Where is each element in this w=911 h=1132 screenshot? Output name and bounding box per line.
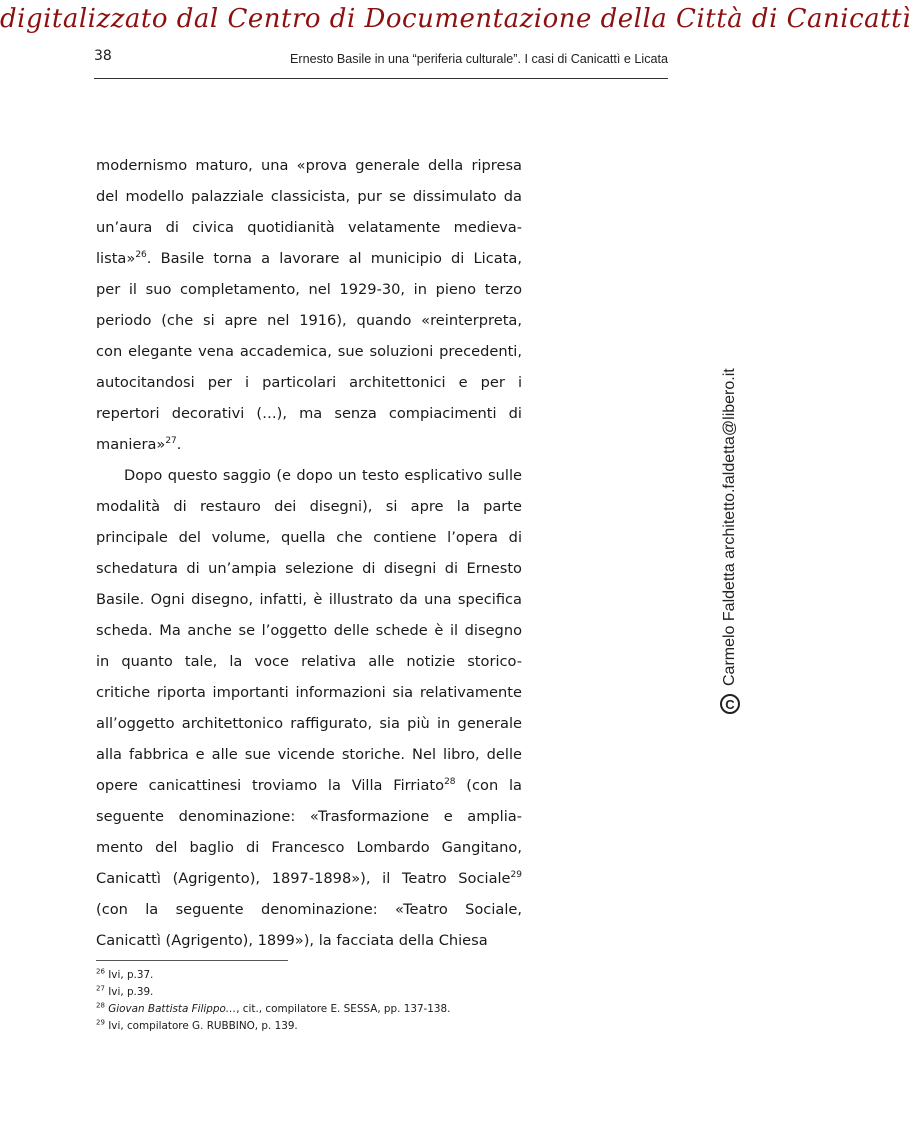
body-line: per il suo completamento, nel 1929-30, in pieno terzo: [96, 281, 522, 298]
running-title: Ernesto Basile in una “periferia culturale”. I casi di Canicattì e Licata: [290, 52, 668, 66]
footnote: $^{27}$ Ivi, p.39.: [96, 984, 154, 998]
footnote-ref: 29: [510, 870, 522, 881]
body-line: Canicattì (Agrigento), 1897-1898»), il Teatro Sociale$^{29}$: [96, 870, 522, 887]
copyright-icon: C: [720, 694, 740, 714]
copyright-text: Carmelo Faldetta architetto.faldetta@libero.it: [721, 368, 738, 686]
body-line: autocitandosi per i particolari architettonici e per i: [96, 374, 522, 391]
body-line: modalità di restauro dei disegni), si apre la parte: [96, 498, 522, 515]
footnote-ref: 27: [165, 436, 177, 447]
copyright-sidebar: [718, 354, 742, 714]
body-line: opere canicattinesi troviamo la Villa Firriato$^{28}$ (con la: [96, 777, 522, 794]
footnote: $^{29}$ Ivi, compilatore G. RUBBINO, p. 139.: [96, 1018, 298, 1032]
footnote: $^{26}$ Ivi, p.37.: [96, 967, 154, 981]
body-line: lista»$^{26}$. Basile torna a lavorare al municipio di Licata,: [96, 250, 522, 267]
body-line: Dopo questo saggio (e dopo un testo esplicativo sulle: [124, 467, 522, 484]
body-line: principale del volume, quella che contiene l’opera di: [96, 529, 522, 546]
body-line: periodo (che si apre nel 1916), quando «reinterpreta,: [96, 312, 522, 329]
body-line: alla fabbrica e alle sue vicende storiche. Nel libro, delle: [96, 746, 522, 763]
page-number: 38: [94, 48, 112, 64]
footnote: $^{28}$ Giovan Battista Filippo…, cit., compilatore E. SESSA, pp. 137-138.: [96, 1001, 451, 1015]
footnote-ref: 28: [444, 777, 456, 788]
body-text: [96, 150, 522, 956]
footnote-ref: 26: [135, 250, 147, 261]
body-line: con elegante vena accademica, sue soluzioni precedenti,: [96, 343, 522, 360]
body-line: maniera»$^{27}$.: [96, 436, 182, 453]
body-line: schedatura di un’ampia selezione di disegni di Ernesto: [96, 560, 522, 577]
footnotes: [96, 967, 556, 1035]
body-line: (con la seguente denominazione: «Teatro Sociale,: [96, 901, 522, 918]
body-line: all’oggetto architettonico raffigurato, sia più in generale: [96, 715, 522, 732]
page-header: [94, 48, 668, 79]
footnote-divider: [96, 960, 288, 961]
body-line: scheda. Ma anche se l’oggetto delle schede è il disegno: [96, 622, 522, 639]
body-line: in quanto tale, la voce relativa alle notizie storico-: [96, 653, 522, 670]
body-line: seguente denominazione: «Trasformazione e amplia-: [96, 808, 522, 825]
body-line: Canicattì (Agrigento), 1899»), la facciata della Chiesa: [96, 932, 488, 949]
body-line: un’aura di civica quotidianità velatamente medieva-: [96, 219, 522, 236]
body-line: mento del baglio di Francesco Lombardo Gangitano,: [96, 839, 522, 856]
body-line: del modello palazziale classicista, pur se dissimulato da: [96, 188, 522, 205]
body-line: critiche riporta importanti informazioni sia relativamente: [96, 684, 522, 701]
digitization-banner: digitalizzato dal Centro di Documentazione della Città di Canicattì: [0, 4, 911, 34]
body-line: Basile. Ogni disegno, infatti, è illustrato da una specifica: [96, 591, 522, 608]
body-line: repertori decorativi (…), ma senza compiacimenti di: [96, 405, 522, 422]
body-line: modernismo maturo, una «prova generale della ripresa: [96, 157, 522, 174]
